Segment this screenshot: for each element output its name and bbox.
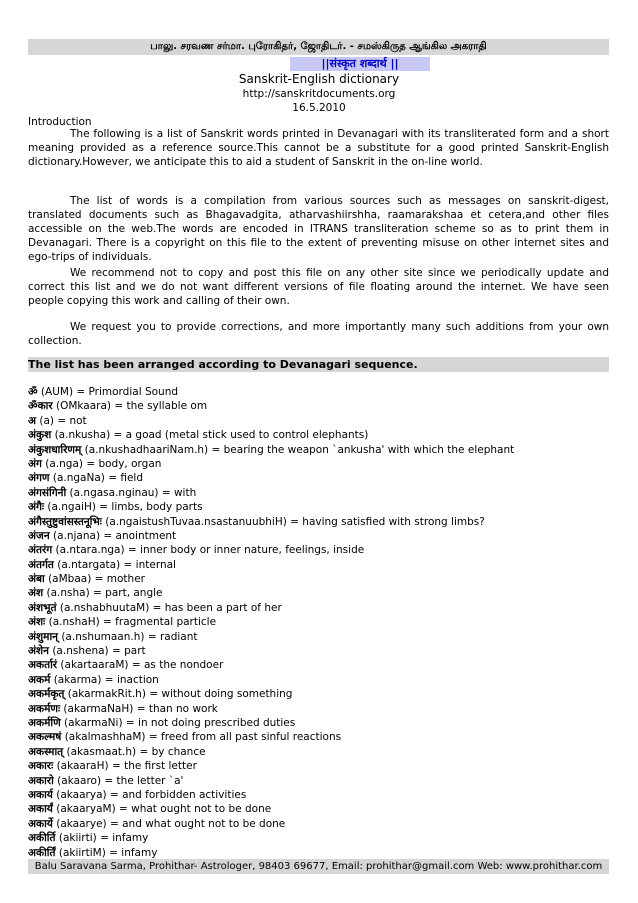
devanagari-word: अंकुश bbox=[28, 429, 52, 442]
list-item bbox=[28, 414, 618, 428]
entry-definition: (a.nshaH) = fragmental particle bbox=[45, 616, 217, 629]
entry-definition: (akiirtiM) = infamy bbox=[55, 846, 158, 859]
entry-definition: (akarmaNi) = in not doing prescribed duties bbox=[60, 716, 296, 729]
list-item bbox=[28, 615, 618, 629]
intro-paragraph-4-text: We request you to provide corrections, and more importantly many such additions from your own collection. bbox=[28, 321, 609, 347]
devanagari-word: अकारः bbox=[28, 760, 54, 773]
entry-definition: (akaarya) = and forbidden activities bbox=[52, 788, 247, 801]
list-item bbox=[28, 486, 618, 500]
devanagari-word: अकीर्तिं bbox=[28, 846, 56, 859]
entry-definition: (akasmaat.h) = by chance bbox=[63, 745, 206, 758]
list-item bbox=[28, 716, 618, 730]
intro-paragraph-3 bbox=[28, 266, 609, 308]
devanagari-word: अंबा bbox=[28, 573, 45, 586]
devanagari-word: अकर्तारं bbox=[28, 659, 58, 672]
devanagari-word: अंश bbox=[28, 587, 44, 600]
source-url[interactable]: http://sanskritdocuments.org bbox=[242, 88, 396, 100]
list-item bbox=[28, 457, 618, 471]
devanagari-word: अंतरंग bbox=[28, 544, 53, 557]
entry-definition: (a.nkusha) = a goad (metal stick used to control elephants) bbox=[51, 429, 369, 442]
entry-definition: (a.nsha) = part, angle bbox=[43, 587, 163, 600]
list-item bbox=[28, 745, 618, 759]
list-item bbox=[28, 385, 618, 399]
devanagari-word: ॐकार bbox=[28, 400, 53, 413]
list-item bbox=[28, 399, 618, 413]
list-item bbox=[28, 817, 618, 831]
intro-paragraph-2 bbox=[28, 194, 609, 264]
devanagari-word: अंगण bbox=[28, 472, 50, 485]
entry-definition: (a.nshumaan.h) = radiant bbox=[58, 630, 198, 643]
word-list bbox=[28, 385, 618, 860]
devanagari-word: अकार्य bbox=[28, 788, 53, 801]
entry-definition: (a.njana) = anointment bbox=[49, 529, 177, 542]
devanagari-word: अंग bbox=[28, 457, 42, 470]
entry-definition: (akarmaNaH) = than no work bbox=[60, 702, 218, 715]
list-item bbox=[28, 774, 618, 788]
list-item bbox=[28, 702, 618, 716]
intro-paragraph-1-text: The following is a list of Sanskrit words printed in Devanagari with its transliterated form and a short meaning provided as a reference source.This cannot be a substitute for a good printed Sanskrit-English dictionary.However, we anticipate this to aid a student of Sanskrit in the on-line world. bbox=[28, 128, 609, 168]
entry-definition: (akaaraH) = the first letter bbox=[53, 760, 197, 773]
entry-definition: (a.nshabhuutaM) = has been a part of her bbox=[56, 601, 282, 614]
list-item bbox=[28, 673, 618, 687]
intro-paragraph-4 bbox=[28, 320, 609, 348]
devanagari-word: अंशुमान् bbox=[28, 630, 58, 643]
intro-paragraph-2-text: The list of words is a compilation from various sources such as messages on sanskrit-digest, translated documents such as Bhagavadgita, atharvashiirshha, raamarakshaa et cetera,and other files accessible on the web.The words are encoded in ITRANS transliteration scheme so as to print them in Devanagari. There is a copyright on this file to the extent of preventing misuse on other internet sites and ego-trips of individuals. bbox=[28, 195, 609, 263]
devanagari-word: अकारो bbox=[28, 774, 54, 787]
entry-definition: (aMbaa) = mother bbox=[44, 573, 145, 586]
entry-definition: (akaaro) = the letter `a' bbox=[53, 774, 184, 787]
devanagari-word: अंगैस्तुष्टुवांसस्तनूभिः bbox=[28, 515, 102, 528]
entry-definition: (akalmashhaM) = freed from all past sinful reactions bbox=[61, 731, 342, 744]
entry-definition: (a.ntargata) = internal bbox=[53, 558, 176, 571]
list-item bbox=[28, 428, 618, 442]
introduction-label: Introduction bbox=[28, 116, 92, 128]
entry-definition: (a.ntara.nga) = inner body or inner nature, feelings, inside bbox=[52, 544, 365, 557]
list-item bbox=[28, 802, 618, 816]
list-item bbox=[28, 529, 618, 543]
footer-contact: Balu Saravana Sarma, Prohithar- Astrologer, 98403 69677, Email: prohithar@gmail.com Web: www.prohithar.com bbox=[28, 859, 609, 874]
entry-definition: (AUM) = Primordial Sound bbox=[37, 386, 179, 398]
entry-definition: (a.nga) = body, organ bbox=[41, 457, 162, 470]
dictionary-title: Sanskrit-English dictionary bbox=[238, 72, 400, 86]
list-item bbox=[28, 846, 618, 860]
devanagari-word: अकर्म bbox=[28, 673, 51, 686]
list-item bbox=[28, 730, 618, 744]
devanagari-word: अकल्मषं bbox=[28, 731, 62, 744]
devanagari-word: अंगसंगिनी bbox=[28, 486, 67, 499]
list-item bbox=[28, 543, 618, 557]
devanagari-word: अकर्मणि bbox=[28, 716, 61, 729]
entry-definition: (akiirti) = infamy bbox=[55, 832, 149, 845]
devanagari-word: ॐ bbox=[28, 386, 38, 398]
devanagari-word: अकर्मकृत् bbox=[28, 688, 65, 701]
devanagari-word: अकार्ये bbox=[28, 817, 53, 830]
entry-definition: (a.ngasa.nginau) = with bbox=[66, 486, 197, 499]
list-item bbox=[28, 515, 618, 529]
devanagari-word: अंशः bbox=[28, 616, 46, 629]
list-item bbox=[28, 788, 618, 802]
list-item bbox=[28, 831, 618, 845]
devanagari-word: अंकुशधारिणम् bbox=[28, 443, 82, 456]
devanagari-word: अकस्मात् bbox=[28, 745, 64, 758]
entry-definition: (a.ngaNa) = field bbox=[49, 472, 144, 485]
list-item bbox=[28, 687, 618, 701]
document-date: 16.5.2010 bbox=[292, 102, 346, 114]
devanagari-word: अंजन bbox=[28, 529, 50, 542]
entry-definition: (akartaaraM) = as the nondoer bbox=[57, 659, 224, 672]
devanagari-word: अंतर्गत bbox=[28, 558, 54, 571]
list-item bbox=[28, 443, 618, 457]
entry-definition: (akarmakRit.h) = without doing something bbox=[64, 688, 293, 701]
entry-definition: (a.ngaiH) = limbs, body parts bbox=[44, 501, 203, 514]
list-item bbox=[28, 558, 618, 572]
devanagari-word: अंशभूतं bbox=[28, 601, 57, 614]
devanagari-word: अकर्मणः bbox=[28, 702, 61, 715]
entry-definition: (a.ngaistushTuvaa.nsastanuubhiH) = having satisfied with strong limbs? bbox=[101, 515, 485, 528]
list-item bbox=[28, 644, 618, 658]
entry-definition: (a) = not bbox=[36, 414, 87, 427]
devanagari-word: अंगैः bbox=[28, 501, 45, 514]
devanagari-word: अकीर्ति bbox=[28, 832, 56, 845]
list-item bbox=[28, 471, 618, 485]
list-heading: The list has been arranged according to Devanagari sequence. bbox=[28, 357, 609, 372]
list-item bbox=[28, 630, 618, 644]
list-item bbox=[28, 658, 618, 672]
tamil-header-banner: பாலு. சரவண சர்மா. புரோகிதர், ஜோதிடர். - சமஸ்கிருத ஆங்கில அகராதி bbox=[28, 39, 609, 55]
devanagari-word: अ bbox=[28, 414, 37, 427]
devanagari-word: अंशेन bbox=[28, 645, 49, 658]
entry-definition: (akarma) = inaction bbox=[50, 673, 159, 686]
entry-definition: (a.nkushadhaariNam.h) = bearing the weapon `ankusha' with which the elephant bbox=[81, 443, 515, 456]
list-item bbox=[28, 759, 618, 773]
list-item bbox=[28, 601, 618, 615]
list-item bbox=[28, 500, 618, 514]
list-item bbox=[28, 572, 618, 586]
entry-definition: (akaaryaM) = what ought not to be done bbox=[52, 803, 272, 816]
entry-definition: (OMkaara) = the syllable om bbox=[52, 400, 208, 413]
intro-paragraph-1 bbox=[28, 127, 609, 169]
sanskrit-title: ||संस्कृत शब्दार्थ || bbox=[290, 57, 430, 71]
intro-paragraph-3-text: We recommend not to copy and post this file on any other site since we periodically update and correct this list and we do not want different versions of file floating around the internet. We have seen people copying this work and calling of their own. bbox=[28, 267, 609, 307]
entry-definition: (akaarye) = and what ought not to be done bbox=[52, 817, 286, 830]
entry-definition: (a.nshena) = part bbox=[49, 645, 146, 658]
list-item bbox=[28, 586, 618, 600]
devanagari-word: अकार्यं bbox=[28, 803, 53, 816]
